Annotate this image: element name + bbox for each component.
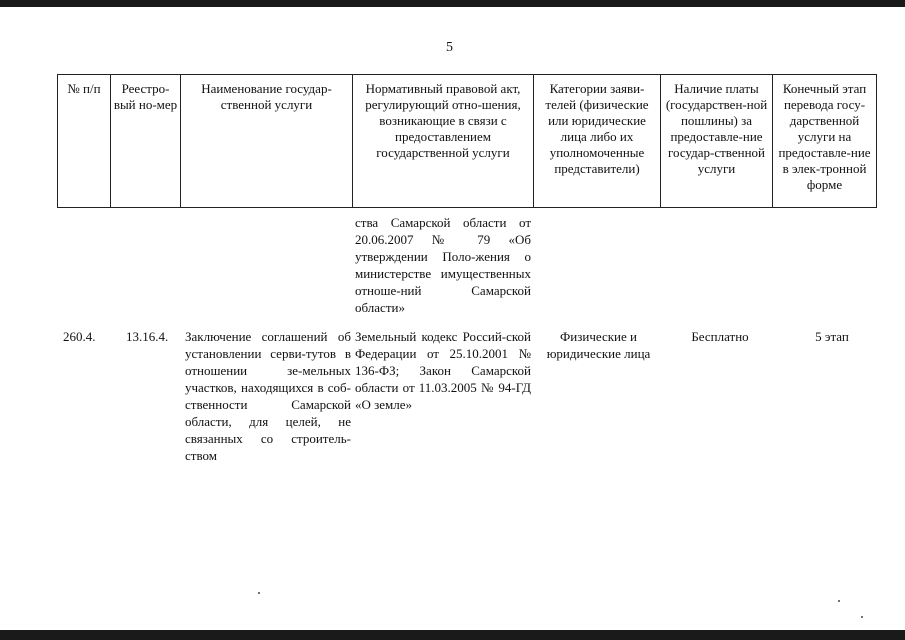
continuation-legal-act-text: ства Самарской области от 20.06.2007 № 79 «Об утверждении Поло-жения о министерстве имущественных отноше-ний Самарской области» <box>355 215 531 315</box>
row-fee: Бесплатно <box>691 329 749 344</box>
header-cell-legal-act: Нормативный правовой акт, регулирующий отно-шения, возникающие в связи с предоставлением государственной услуги <box>353 75 534 208</box>
scan-speck <box>838 600 840 602</box>
header-cell-registry-number: Реестро-вый но-мер <box>111 75 181 208</box>
scan-speck <box>861 616 863 618</box>
header-cell-number: № п/п <box>58 75 111 208</box>
scan-speck <box>258 592 260 594</box>
header-cell-service-name: Наименование государ-ственной услуги <box>181 75 353 208</box>
bottom-border-rule <box>0 630 905 640</box>
row-applicant-categories: Физические и юридические лица <box>546 329 651 361</box>
row-final-stage: 5 этап <box>815 329 849 344</box>
table-header <box>57 74 877 208</box>
header-cell-fee: Наличие платы (государствен-ной пошлины) за предоставле-ние государ-ственной услуги <box>661 75 773 208</box>
header-cell-final-stage: Конечный этап перевода госу-дарственной услуги на предоставле-ние в элек-тронной форме <box>773 75 877 208</box>
header-cell-applicant-categories: Категории заяви-телей (физические или юридические лица либо их уполномоченные представители) <box>534 75 661 208</box>
page-number: 5 <box>446 40 453 55</box>
row-registry-number: 13.16.4. <box>126 329 169 344</box>
top-border-rule <box>0 0 905 7</box>
row-legal-act: Земельный кодекс Россий-ской Федерации от 25.10.2001 № 136-ФЗ; Закон Самарской области от 11.03.2005 № 94-ГД «О земле» <box>355 329 531 412</box>
row-service-name: Заключение соглашений об установлении серви-тутов в отношении зе-мельных участков, находящихся в соб-ственности Самарской области, для целей, не связанных со строитель-ством <box>185 329 351 463</box>
row-number: 260.4. <box>63 329 96 344</box>
